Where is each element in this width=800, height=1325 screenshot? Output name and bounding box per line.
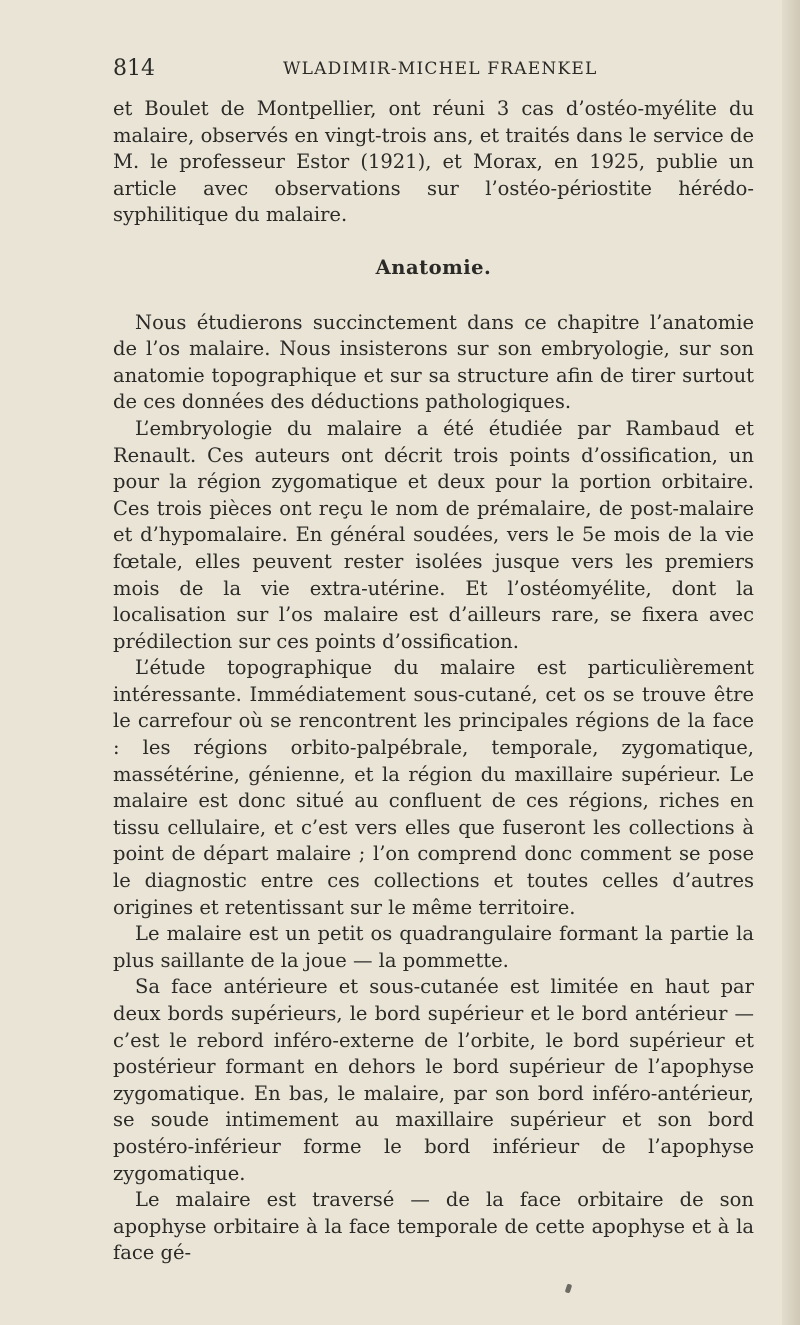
section-title: Anatomie. <box>375 255 492 279</box>
paragraph: Le malaire est un petit os quadrangulaire formant la partie la plus saillante de la joue — la pommette. <box>113 922 754 972</box>
paragraph: Le malaire est traversé — de la face orbitaire de son apophyse orbitaire à la face temporale de cette apophyse et à la face gé- <box>113 1188 754 1265</box>
paragraph: Nous étudierons succinctement dans ce chapitre l’anatomie de l’os malaire. Nous insisterons sur son embryologie, sur son anatomie topographique et sur sa structure afin de tirer surtout de ces données des déductions pathologiques. <box>113 310 754 414</box>
page-header <box>113 56 753 88</box>
paragraph: L’étude topographique du malaire est particulièrement intéressante. Immédiatement sous-cutané, cet os se trouve être le carrefour où se rencontrent les principales régions de la face : les régions orbito-palpébrale, temporale, zygomatique, massétérine, génienne, et la région du maxillaire supérieur. Le malaire est donc situé au confluent de ces régions, riches en tissu cellulaire, et c’est vers elles que fuseront les collections à point de départ malaire ; l’on comprend donc comment se pose le diagnostic entre ces collections et toutes celles d’autres origines et retentissant sur le même territoire. <box>113 656 754 919</box>
running-head: WLADIMIR-MICHEL FRAENKEL <box>283 59 598 79</box>
paragraph: Sa face antérieure et sous-cutanée est limitée en haut par deux bords supérieurs, le bord supérieur et le bord antérieur — c’est le rebord inféro-externe de l’orbite, le bord supérieur et postérieur formant en dehors le bord supérieur de l’apophyse zygomatique. En bas, le malaire, par son bord inféro-antérieur, se soude intimement au maxillaire supérieur et son bord postéro-inférieur forme le bord inférieur de l’apophyse zygomatique. <box>113 975 754 1185</box>
page-edge-shadow <box>782 0 800 1325</box>
ink-speck <box>565 1283 573 1293</box>
intro-paragraph: et Boulet de Montpellier, ont réuni 3 cas d’ostéo-myélite du malaire, observés en vingt-trois ans, et traités dans le service de M. le professeur Estor (1921), et Morax, en 1925, publie un article avec observations sur l’ostéo-périostite hérédo-syphilitique du malaire. <box>113 97 754 227</box>
page-number: 814 <box>113 56 155 81</box>
main-text <box>113 96 754 1267</box>
paragraph: L’embryologie du malaire a été étudiée par Rambaud et Renault. Ces auteurs ont décrit trois points d’ossification, un pour la région zygomatique et deux pour la portion orbitaire. Ces trois pièces ont reçu le nom de prémalaire, de post-malaire et d’hypomalaire. En général soudées, vers le 5e mois de la vie fœtale, elles peuvent rester isolées jusque vers les premiers mois de la vie extra-utérine. Et l’ostéomyélite, dont la localisation sur l’os malaire est d’ailleurs rare, se fixera avec prédilection sur ces points d’ossification. <box>113 416 754 653</box>
